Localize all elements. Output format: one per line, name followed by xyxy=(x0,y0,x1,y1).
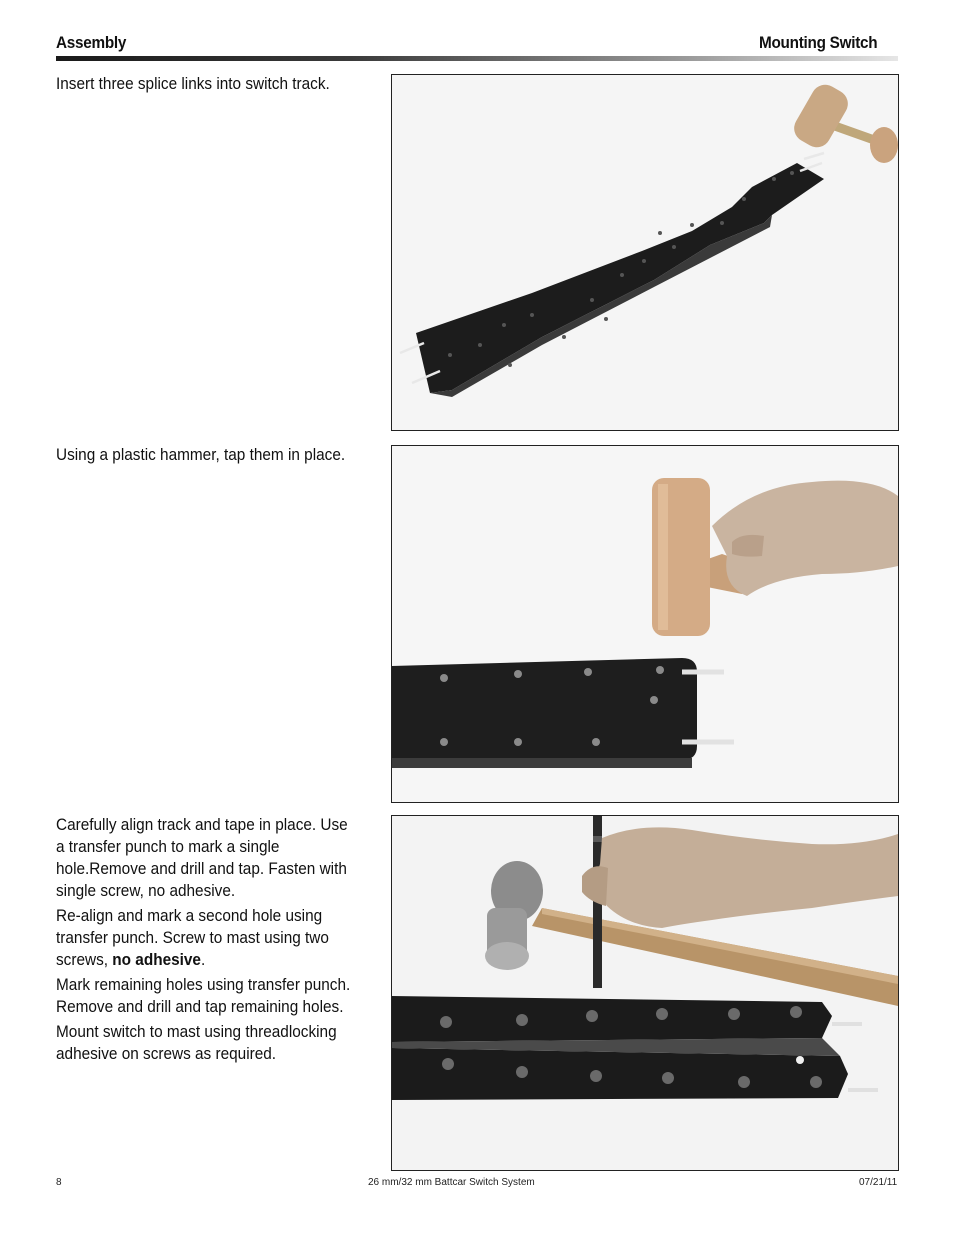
header-rule xyxy=(56,56,898,61)
document-date: 07/21/11 xyxy=(859,1177,898,1188)
page-number: 8 xyxy=(56,1177,62,1188)
step-3-paragraph-4: Mount switch to mast using threadlocking adhesive on screws as required. xyxy=(56,1023,337,1063)
step-3-paragraph-3: Mark remaining holes using transfer punch. Remove and drill and tap remaining holes. xyxy=(56,976,351,1016)
step-1-text xyxy=(56,73,358,98)
step-2-text xyxy=(56,444,358,469)
topic-title: Mounting Switch xyxy=(759,33,878,52)
plastic-hammer-tapping-icon xyxy=(392,446,898,802)
step-2-photo xyxy=(391,445,899,803)
transfer-punch-marking-icon xyxy=(392,816,898,1170)
step-1-photo xyxy=(391,74,899,431)
step-1-paragraph: Insert three splice links into switch track. xyxy=(56,75,330,93)
no-adhesive-emphasis: no adhesive xyxy=(112,951,201,969)
section-title: Assembly xyxy=(56,33,127,52)
step-3-paragraph-2-end: . xyxy=(200,951,206,969)
step-3-text xyxy=(56,814,358,1068)
track-with-splice-links-icon xyxy=(392,75,898,430)
step-3-paragraph-2 xyxy=(56,905,358,971)
document-title: 26 mm/32 mm Battcar Switch System xyxy=(368,1177,535,1188)
step-2-paragraph: Using a plastic hammer, tap them in place. xyxy=(56,446,346,464)
step-3-photo xyxy=(391,815,899,1171)
step-3-paragraph-1: Carefully align track and tape in place. Use a transfer punch to mark a single hole.Remove and drill and tap. Fasten with single screw, no adhesive. xyxy=(56,816,348,900)
step-3-paragraph-2-text: Re-align and mark a second hole using transfer punch. Screw to mast using two screws, xyxy=(56,907,329,969)
